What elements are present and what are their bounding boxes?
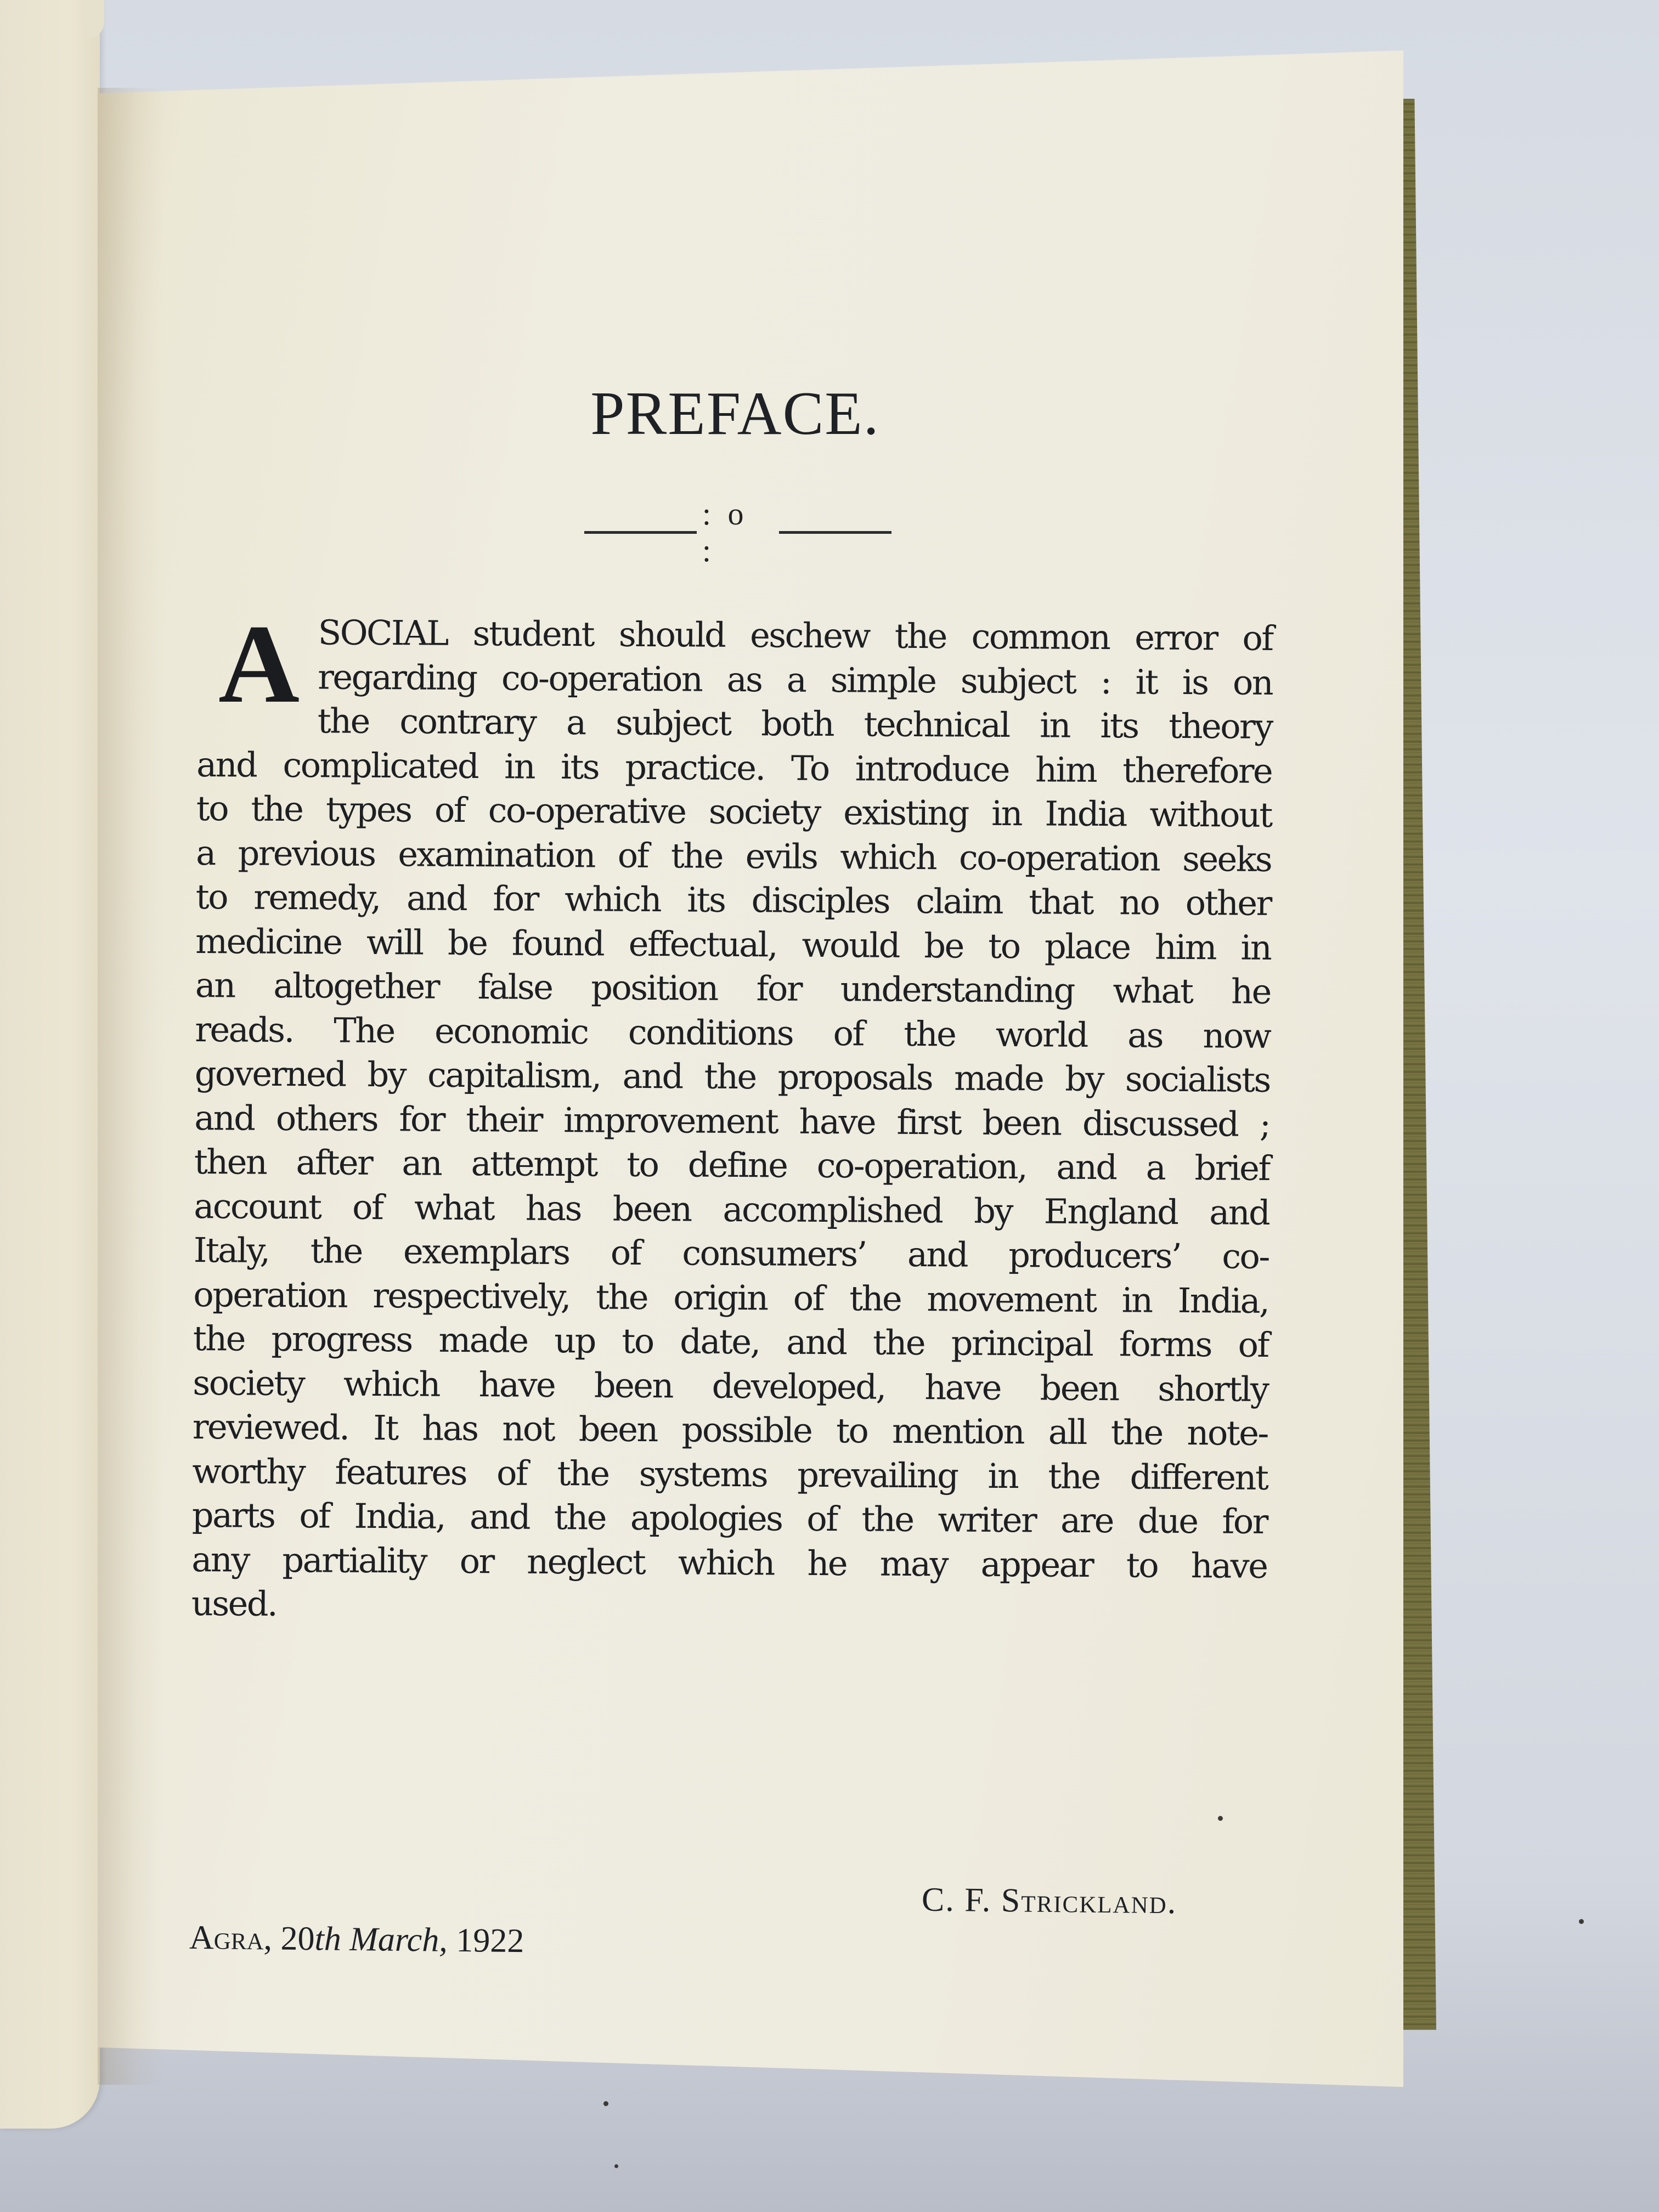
dateline-day	[280, 1920, 341, 1958]
text-line: medicine will be found effectual, would be to place him in	[195, 921, 1271, 968]
text-line: a previous examination of the evils which co-operation seeks	[196, 832, 1272, 879]
text-line: used.	[191, 1583, 277, 1624]
left-page	[0, 0, 100, 2129]
dateline-day-number: 20	[280, 1920, 315, 1958]
dateline-year: 1922	[455, 1921, 524, 1960]
text-line: the contrary a subject both technical in its theory	[317, 701, 1272, 747]
author-initials: C. F.	[921, 1881, 992, 1919]
text-line: parts of India, and the apologies of the writer are due for	[191, 1494, 1268, 1542]
author-signature	[922, 1881, 1177, 1922]
background-speck	[1579, 1919, 1584, 1924]
drop-cap: A	[218, 602, 300, 726]
text-line: account of what has been accomplished by England and	[194, 1186, 1269, 1233]
book-cover-edge	[1400, 99, 1436, 2030]
text-line: then after an attempt to define co-operation, and a brief	[194, 1141, 1270, 1188]
dateline-month: March,	[349, 1920, 448, 1959]
text-line: an altogether false position for understanding what he	[195, 964, 1271, 1012]
separator-ornament: : o :	[702, 496, 748, 568]
text-line: society which have been developed, have been shortly	[193, 1362, 1268, 1409]
text-line: governed by capitalism, and the proposals made by socialists	[194, 1053, 1271, 1100]
author-surname: Strickland.	[1001, 1882, 1177, 1921]
page-title: PREFACE.	[590, 380, 880, 448]
text-line: reviewed. It has not been possible to mention all the note-	[192, 1406, 1268, 1453]
text-line: to the types of co-operative society existing in India without	[196, 788, 1272, 835]
left-page-corner	[82, 0, 104, 38]
separator-rule-left	[584, 531, 697, 534]
text-line: worthy features of the systems prevailing in the different	[192, 1451, 1268, 1498]
paper-speck	[603, 2101, 608, 2106]
text-line: reads. The economic conditions of the world as now	[195, 1009, 1271, 1056]
paper-speck	[1218, 1816, 1223, 1821]
text-line: and others for their improvement have first been discussed ;	[194, 1097, 1270, 1144]
ornamental-separator	[584, 496, 891, 568]
text-line: any partiality or neglect which he may appear to have	[191, 1539, 1267, 1586]
separator-rule-right	[779, 531, 891, 534]
text-line: regarding co-operation as a simple subject : it is on	[318, 656, 1273, 703]
text-line: operation respectively, the origin of the movement in India,	[193, 1274, 1269, 1321]
text-line: and complicated in its practice. To introduce him therefore	[196, 744, 1272, 791]
preface-paragraph	[191, 602, 1273, 1632]
text-line: Italy, the exemplars of consumers’ and producers’ co-	[193, 1229, 1269, 1277]
dateline-place: Agra,	[189, 1918, 273, 1957]
text-line: the progress made up to date, and the principal forms of	[193, 1318, 1269, 1365]
gutter-shadow	[98, 88, 163, 2085]
dateline	[189, 1918, 524, 1961]
text-line: SOCIAL student should eschew the common error of	[318, 612, 1273, 658]
background-speck	[614, 2164, 618, 2168]
text-line: to remedy, and for which its disciples claim that no other	[195, 876, 1271, 923]
dateline-day-suffix: th	[314, 1920, 342, 1958]
